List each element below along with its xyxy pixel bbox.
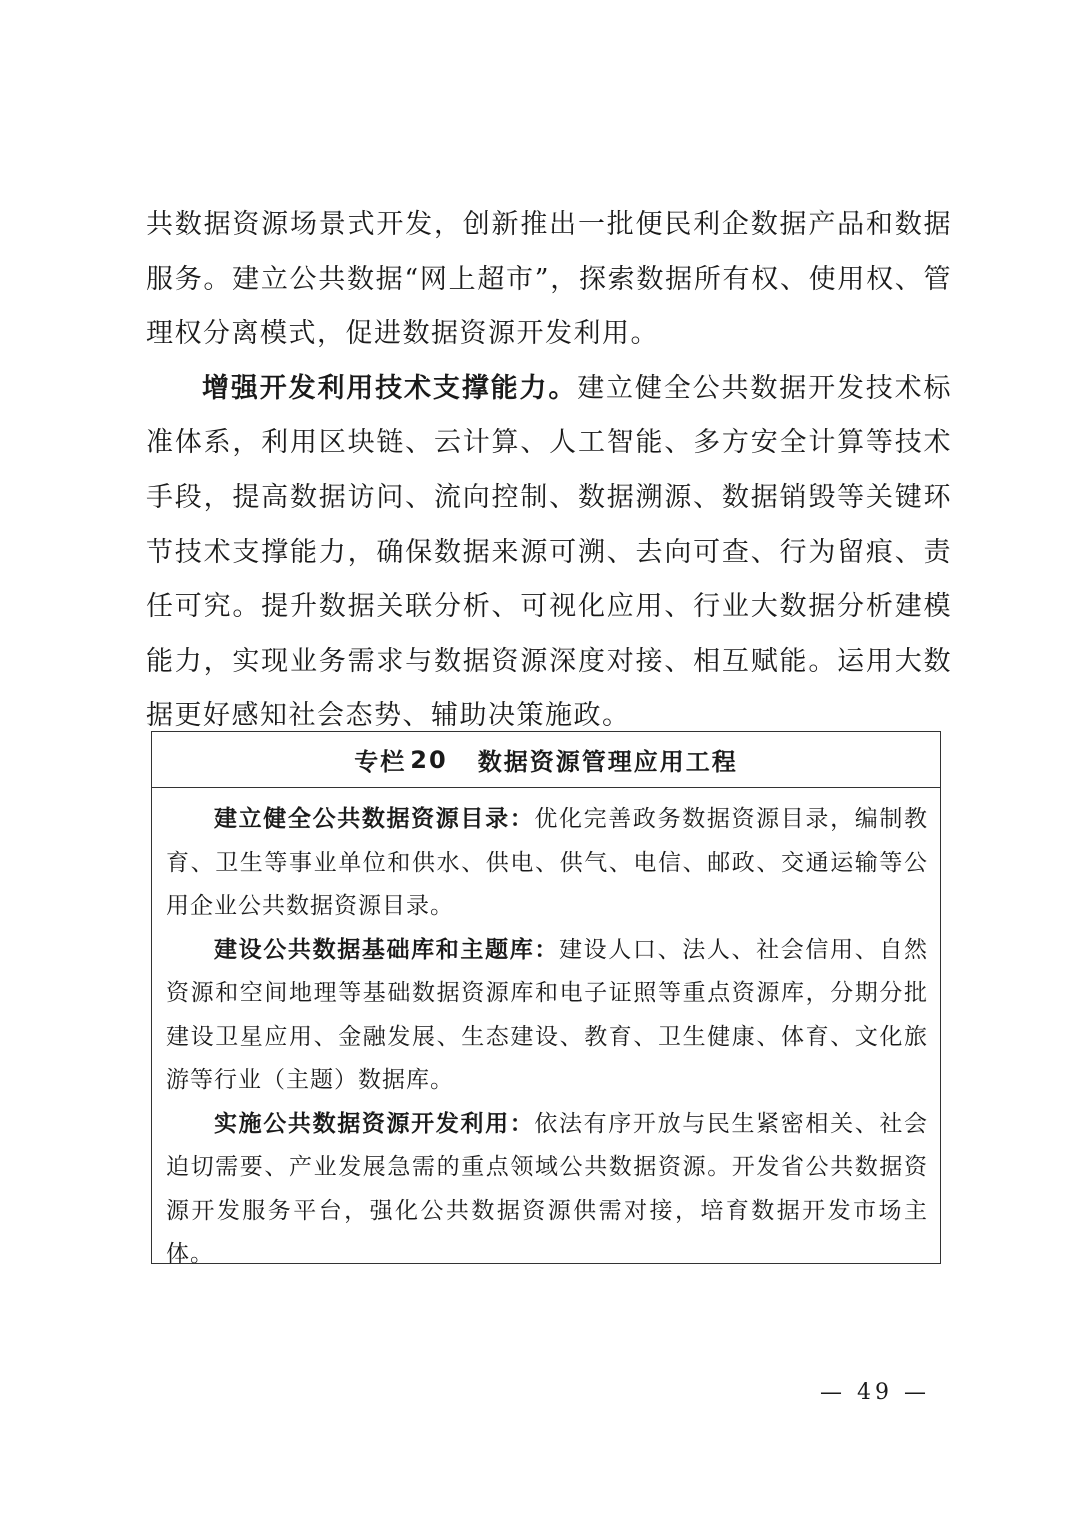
body-text [146, 198, 952, 744]
page-number: — 49 — [820, 1380, 930, 1405]
column-title-prefix: 专栏 [354, 748, 407, 776]
column-title-text: 数据资源管理应用工程 [477, 748, 738, 776]
column-item-text: 优化完善政务数据资源目录，编制教育、卫生等事业单位和供水、供电、供气、电信、邮政、交通运输等公用企业公共数据资源目录。 [166, 806, 929, 919]
column-box [151, 731, 941, 1267]
column-item [166, 1103, 928, 1277]
column-item [166, 929, 928, 1103]
column-item [166, 798, 928, 929]
column-box-title [152, 732, 940, 788]
column-title-number: 20 [410, 745, 448, 774]
paragraph-2-text: 建立健全公共数据开发技术标准体系，利用区块链、云计算、人工智能、多方安全计算等技术手段，提高数据访问、流向控制、数据溯源、数据销毁等关键环节技术支撑能力，确保数据来源可溯、去向可查、行为留痕、责任可究。提升数据关联分析、可视化应用、行业大数据分析建模能力，实现业务需求与数据资源深度对接、相互赋能。运用大数据更好感知社会态势、辅助决策施政。 [146, 372, 953, 732]
column-item-heading: 建设公共数据基础库和主题库： [214, 936, 559, 963]
paragraph-1: 共数据资源场景式开发，创新推出一批便民利企数据产品和数据服务。建立公共数据“网上超市”，探索数据所有权、使用权、管理权分离模式，促进数据资源开发利用。 [146, 209, 952, 350]
column-box-body [152, 788, 940, 1277]
column-item-text: 依法有序开放与民生紧密相关、社会迫切需要、产业发展急需的重点领域公共数据资源。开发省公共数据资源开发服务平台，强化公共数据资源供需对接，培育数据开发市场主体。 [166, 1110, 929, 1267]
column-item-text: 建设人口、法人、社会信用、自然资源和空间地理等基础数据资源库和电子证照等重点资源库，分期分批建设卫星应用、金融发展、生态建设、教育、卫生健康、体育、文化旅游等行业（主题）数据库。 [166, 936, 929, 1093]
paragraph-2 [146, 362, 952, 744]
paragraph-2-heading: 增强开发利用技术支撑能力。 [202, 372, 578, 404]
column-item-heading: 建立健全公共数据资源目录： [214, 806, 535, 832]
column-item-heading: 实施公共数据资源开发利用： [214, 1110, 535, 1137]
